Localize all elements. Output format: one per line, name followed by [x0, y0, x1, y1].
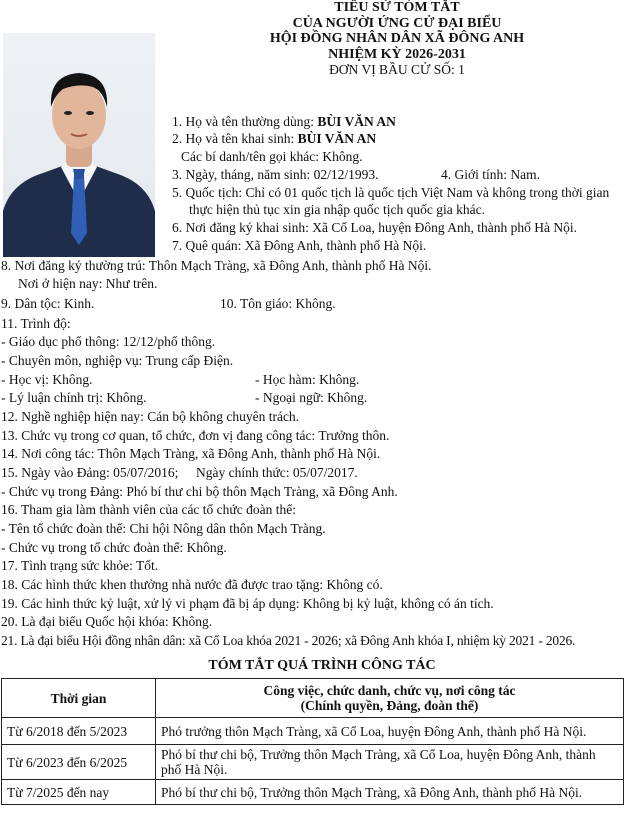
- general-education: - Giáo dục phổ thông: 12/12/phổ thông.: [1, 334, 216, 349]
- hometown: 7. Quê quán: Xã Đông Anh, thành phố Hà Nội.: [172, 238, 427, 253]
- awards: 18. Các hình thức khen thưởng nhà nước đã được trao tặng: Không có.: [1, 577, 383, 592]
- organizations-heading: 16. Tham gia làm thành viên của các tổ chức đoàn thể:: [1, 502, 296, 517]
- current-residence: Nơi ở hiện nay: Như trên.: [18, 276, 158, 291]
- electoral-unit: ĐƠN VỊ BẦU CỬ SỐ: 1: [329, 62, 465, 77]
- table-row: [2, 780, 624, 805]
- religion: 10. Tôn giáo: Không.: [220, 296, 336, 311]
- table-row: [2, 745, 624, 780]
- nationality: 5. Quốc tịch: Chỉ có 01 quốc tịch là quốc tịch Việt Nam và không trong thời gian: [172, 185, 610, 200]
- nationality-cont: thực hiện thủ tục xin gia nhập quốc tịch quốc gia khác.: [189, 202, 485, 217]
- work-history-table: [1, 678, 624, 805]
- council-delegate: 21. Là đại biểu Hội đồng nhân dân: xã Cổ Loa khóa 2021 - 2026; xã Đông Anh khóa I, nhiệm kỳ 2021 - 2026.: [1, 633, 576, 648]
- gender: 4. Giới tính: Nam.: [441, 167, 541, 182]
- education-heading: 11. Trình độ:: [1, 316, 71, 331]
- workplace: 14. Nơi công tác: Thôn Mạch Tràng, xã Đông Anh, thành phố Hà Nội.: [1, 446, 381, 461]
- specialization: - Chuyên môn, nghiệp vụ: Trung cấp Điện.: [1, 353, 234, 368]
- ethnicity: 9. Dân tộc: Kinh.: [1, 296, 95, 311]
- party-official-date: Ngày chính thức: 05/07/2017.: [196, 465, 358, 480]
- academic-degree: - Học vị: Không.: [1, 372, 93, 387]
- disciplinary: 19. Các hình thức kỷ luật, xử lý vi phạm đã bị áp dụng: Không bị kỷ luật, không có án tích.: [1, 596, 494, 611]
- council-name: HỘI ĐỒNG NHÂN DÂN XÃ ĐÔNG ANH: [269, 31, 525, 46]
- organization-name: - Tên tổ chức đoàn thể: Chi hội Nông dân thôn Mạch Tràng.: [1, 521, 326, 536]
- col-description-header: [156, 679, 624, 718]
- table-row: [2, 718, 624, 745]
- table-header-row: [2, 679, 624, 718]
- row-description: Phó bí thư chi bộ, Trưởng thôn Mạch Tràng, xã Đông Anh, thành phố Hà Nội.: [156, 780, 624, 805]
- work-history-title: TÓM TẮT QUÁ TRÌNH CÔNG TÁC: [208, 658, 436, 673]
- row-time: Từ 6/2018 đến 5/2023: [2, 718, 156, 745]
- party-position: - Chức vụ trong Đảng: Phó bí thư chi bộ thôn Mạch Tràng, xã Đông Anh.: [1, 484, 398, 499]
- row-description: Phó trưởng thôn Mạch Tràng, xã Cổ Loa, huyện Đông Anh, thành phố Hà Nội.: [156, 718, 624, 745]
- aliases: Các bí danh/tên gọi khác: Không.: [181, 149, 363, 164]
- birth-name: 2. Họ và tên khai sinh: BÙI VĂN AN: [172, 131, 377, 146]
- academic-title: - Học hàm: Không.: [255, 372, 360, 387]
- row-time: Từ 7/2025 đến nay: [2, 780, 156, 805]
- political-theory: - Lý luận chính trị: Không.: [1, 390, 147, 405]
- doc-title: TIỂU SỬ TÓM TẮT: [334, 0, 460, 15]
- candidate-photo: [3, 33, 155, 257]
- party-join-date: 15. Ngày vào Đảng: 05/07/2016;: [1, 465, 179, 480]
- common-name: 1. Họ và tên thường dùng: BÙI VĂN AN: [172, 114, 396, 129]
- current-occupation: 12. Nghề nghiệp hiện nay: Cán bộ không chuyên trách.: [1, 409, 300, 424]
- col-time-header: Thời gian: [2, 679, 156, 718]
- portrait-image: [3, 33, 155, 257]
- doc-subtitle: CỦA NGƯỜI ỨNG CỬ ĐẠI BIỂU: [292, 15, 502, 31]
- health-status: 17. Tình trạng sức khỏe: Tốt.: [1, 558, 159, 573]
- foreign-language: - Ngoại ngữ: Không.: [255, 390, 368, 405]
- document-header: [150, 0, 644, 78]
- permanent-residence: 8. Nơi đăng ký thường trú: Thôn Mạch Tràng, xã Đông Anh, thành phố Hà Nội.: [1, 258, 432, 273]
- current-position: 13. Chức vụ trong cơ quan, tổ chức, đơn vị đang công tác: Trưởng thôn.: [1, 428, 390, 443]
- row-description: Phó bí thư chi bộ, Trưởng thôn Mạch Tràng, xã Cổ Loa, huyện Đông Anh, thành phố Hà Nội.: [156, 745, 624, 780]
- col-description-line2: (Chính quyền, Đảng, đoàn thể): [300, 698, 479, 713]
- date-of-birth: 3. Ngày, tháng, năm sinh: 02/12/1993.: [172, 167, 379, 182]
- row-time: Từ 6/2023 đến 6/2025: [2, 745, 156, 780]
- birth-registration: 6. Nơi đăng ký khai sinh: Xã Cổ Loa, huyện Đông Anh, thành phố Hà Nội.: [172, 220, 577, 235]
- term: NHIỆM KỲ 2026-2031: [328, 46, 466, 62]
- col-description-line1: Công việc, chức danh, chức vụ, nơi công tác: [263, 683, 516, 698]
- organization-position: - Chức vụ trong tổ chức đoàn thể: Không.: [1, 540, 227, 555]
- national-assembly: 20. Là đại biểu Quốc hội khóa: Không.: [1, 614, 213, 629]
